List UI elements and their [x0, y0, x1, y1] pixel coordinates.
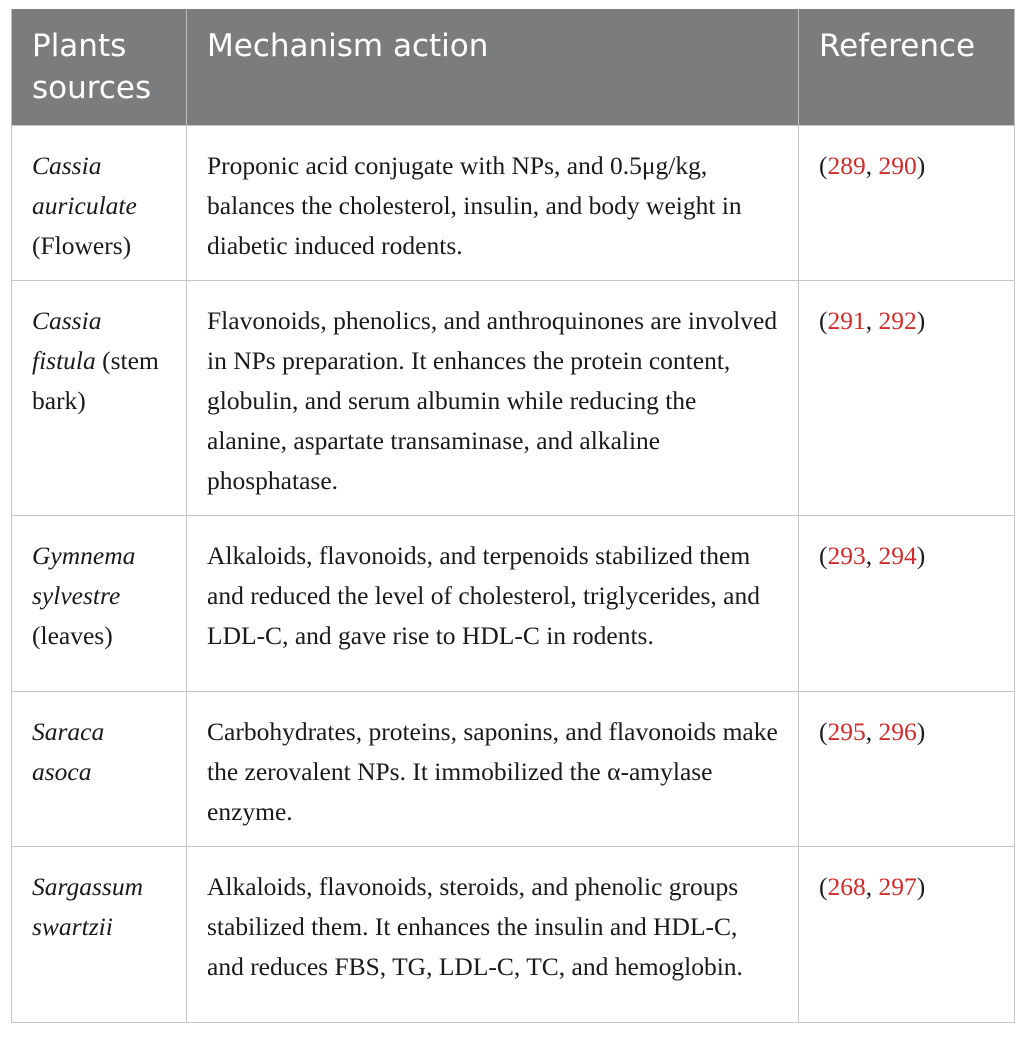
plant-sources-table — [11, 9, 1015, 1023]
reference-link[interactable]: 292 — [878, 306, 917, 335]
mechanism-cell: Alkaloids, flavonoids, steroids, and phenolic groups stabilized them. It enhances the insulin and HDL-C, and reduces FBS, TG, LDL-C, TC, and hemoglobin. — [187, 847, 799, 1023]
plant-source-cell — [12, 847, 187, 1023]
table-row — [12, 692, 1015, 847]
reference-cell — [799, 692, 1015, 847]
plant-name: Cassia auriculate — [32, 151, 137, 220]
reference-link[interactable]: 268 — [827, 872, 866, 901]
reference-link[interactable]: 291 — [827, 306, 866, 335]
table-row — [12, 281, 1015, 516]
plant-name: Sargassum swartzii — [32, 872, 143, 941]
ref-close-paren: ) — [916, 151, 926, 180]
reference-link[interactable]: 289 — [827, 151, 866, 180]
header-reference: Reference — [799, 9, 1015, 126]
table-row — [12, 126, 1015, 281]
ref-open-paren: ( — [819, 151, 828, 180]
plant-source-cell — [12, 281, 187, 516]
plant-part: (Flowers) — [32, 231, 132, 260]
reference-link[interactable]: 293 — [827, 541, 866, 570]
table-header-row — [12, 9, 1015, 126]
ref-close-paren: ) — [916, 306, 926, 335]
reference-link[interactable]: 290 — [878, 151, 917, 180]
mechanism-cell: Carbohydrates, proteins, saponins, and flavonoids make the zerovalent NPs. It immobilized the α-amylase enzyme. — [187, 692, 799, 847]
header-plants-sources: Plants sources — [12, 9, 187, 126]
table-row — [12, 847, 1015, 1023]
reference-cell — [799, 281, 1015, 516]
reference-link[interactable]: 296 — [878, 717, 917, 746]
ref-separator: , — [865, 872, 879, 901]
reference-link[interactable]: 295 — [827, 717, 866, 746]
reference-cell — [799, 847, 1015, 1023]
reference-cell — [799, 516, 1015, 692]
mechanism-cell: Flavonoids, phenolics, and anthroquinones are involved in NPs preparation. It enhances the protein content, globulin, and serum albumin while reducing the alanine, aspartate transaminase, and alkaline phosphatase. — [187, 281, 799, 516]
plant-source-cell — [12, 516, 187, 692]
plant-name: Saraca asoca — [32, 717, 105, 786]
reference-link[interactable]: 297 — [878, 872, 917, 901]
plant-part: (leaves) — [32, 621, 113, 650]
plant-part: (stem bark) — [32, 346, 159, 415]
ref-open-paren: ( — [819, 717, 828, 746]
ref-separator: , — [865, 717, 879, 746]
mechanism-cell: Proponic acid conjugate with NPs, and 0.5μg/kg, balances the cholesterol, insulin, and body weight in diabetic induced rodents. — [187, 126, 799, 281]
plant-sources-table-container — [11, 9, 1014, 1023]
plant-source-cell — [12, 692, 187, 847]
ref-separator: , — [865, 306, 879, 335]
table-row — [12, 516, 1015, 692]
ref-close-paren: ) — [916, 541, 926, 570]
reference-cell — [799, 126, 1015, 281]
header-mechanism-action: Mechanism action — [187, 9, 799, 126]
ref-open-paren: ( — [819, 872, 828, 901]
ref-separator: , — [865, 541, 879, 570]
ref-open-paren: ( — [819, 306, 828, 335]
ref-open-paren: ( — [819, 541, 828, 570]
reference-link[interactable]: 294 — [878, 541, 917, 570]
ref-close-paren: ) — [916, 717, 926, 746]
plant-source-cell — [12, 126, 187, 281]
plant-name: Gymnema sylvestre — [32, 541, 136, 610]
ref-close-paren: ) — [916, 872, 926, 901]
mechanism-cell: Alkaloids, flavonoids, and terpenoids stabilized them and reduced the level of cholesterol, triglycerides, and LDL-C, and gave rise to HDL-C in rodents. — [187, 516, 799, 692]
ref-separator: , — [865, 151, 879, 180]
plant-name: Cassia fistula — [32, 306, 102, 375]
